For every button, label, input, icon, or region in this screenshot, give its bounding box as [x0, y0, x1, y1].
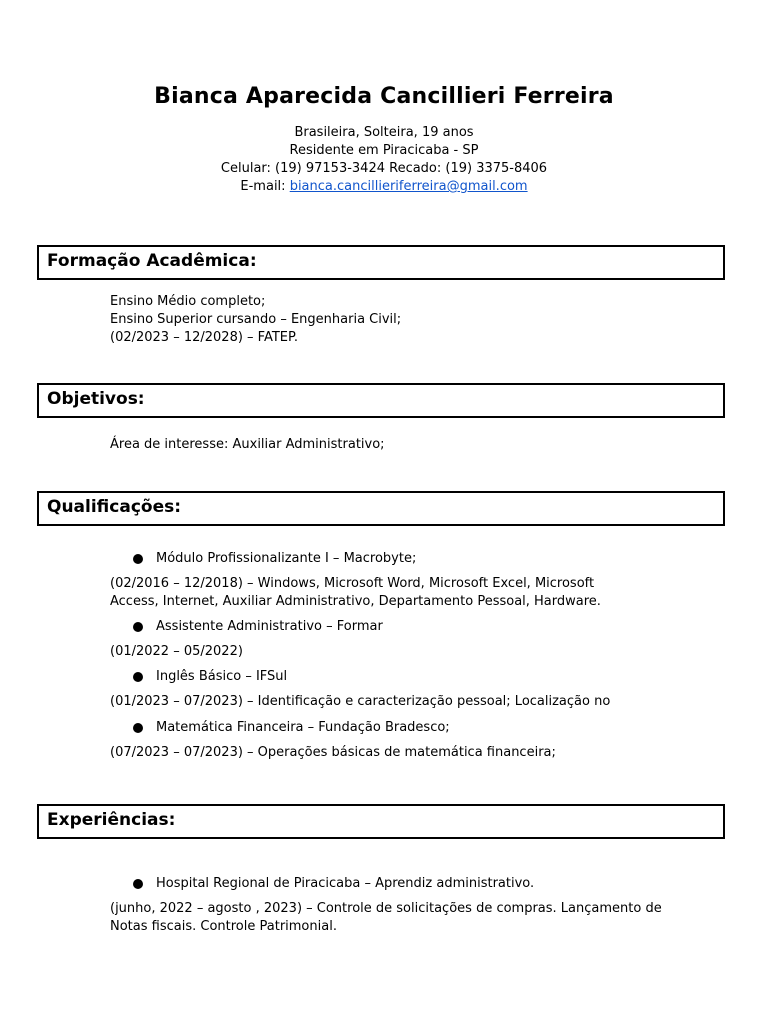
email-link[interactable]: bianca.cancillieriferreira@gmail.com [289, 179, 528, 194]
section-title-qualificacoes: Qualificações: [47, 497, 182, 517]
formacao-content [110, 293, 401, 347]
list-item [133, 668, 287, 686]
detail-line: (01/2022 – 05/2022) [110, 644, 243, 659]
bullet-icon [133, 723, 143, 733]
bullet-icon [133, 554, 143, 564]
qualification-detail [110, 643, 243, 661]
personal-info [0, 124, 768, 196]
section-qualificacoes [37, 491, 725, 526]
detail-line: (01/2023 – 07/2023) – Identificação e caracterização pessoal; Localização no [110, 694, 611, 709]
section-formacao [37, 245, 725, 280]
personal-info-line: Brasileira, Solteira, 19 anos [294, 125, 474, 140]
section-experiencias [37, 804, 725, 839]
list-item [133, 550, 416, 568]
qualification-title: Matemática Financeira – Fundação Bradesco; [156, 720, 450, 735]
qualification-detail [110, 693, 610, 711]
bullet-icon [133, 622, 143, 632]
email-line [0, 178, 768, 196]
qualification-detail [110, 575, 601, 611]
section-objetivos [37, 383, 725, 418]
experience-detail [110, 900, 662, 936]
email-label: E-mail: [240, 179, 290, 194]
section-title-formacao: Formação Acadêmica: [47, 251, 257, 271]
qualification-detail [110, 744, 556, 762]
bullet-icon [133, 879, 143, 889]
section-title-experiencias: Experiências: [47, 810, 176, 830]
detail-line: Access, Internet, Auxiliar Administrativo, Departamento Pessoal, Hardware. [110, 594, 601, 609]
qualification-title: Assistente Administrativo – Formar [156, 619, 383, 634]
list-item [133, 875, 534, 893]
qualification-title: Módulo Profissionalizante I – Macrobyte; [156, 551, 417, 566]
detail-line: (02/2016 – 12/2018) – Windows, Microsoft Word, Microsoft Excel, Microsoft [110, 576, 595, 591]
list-item [133, 719, 450, 737]
list-item [133, 618, 383, 636]
candidate-name: Bianca Aparecida Cancillieri Ferreira [154, 84, 614, 109]
formacao-line: Ensino Superior cursando – Engenharia Civil; [110, 312, 402, 327]
formacao-line: (02/2023 – 12/2028) – FATEP. [110, 330, 298, 345]
objetivos-line: Área de interesse: Auxiliar Administrativo; [110, 437, 385, 452]
section-title-objetivos: Objetivos: [47, 389, 145, 409]
residence-line: Residente em Piracicaba - SP [289, 143, 479, 158]
detail-line: (07/2023 – 07/2023) – Operações básicas de matemática financeira; [110, 745, 556, 760]
experience-title: Hospital Regional de Piracicaba – Aprendiz administrativo. [156, 876, 535, 891]
qualification-title: Inglês Básico – IFSul [156, 669, 288, 684]
phone-line: Celular: (19) 97153-3424 Recado: (19) 3375-8406 [220, 161, 548, 176]
detail-line: (junho, 2022 – agosto , 2023) – Controle de solicitações de compras. Lançamento de [110, 901, 662, 916]
detail-line: Notas fiscais. Controle Patrimonial. [110, 919, 337, 934]
bullet-icon [133, 672, 143, 682]
formacao-line: Ensino Médio completo; [110, 294, 266, 309]
